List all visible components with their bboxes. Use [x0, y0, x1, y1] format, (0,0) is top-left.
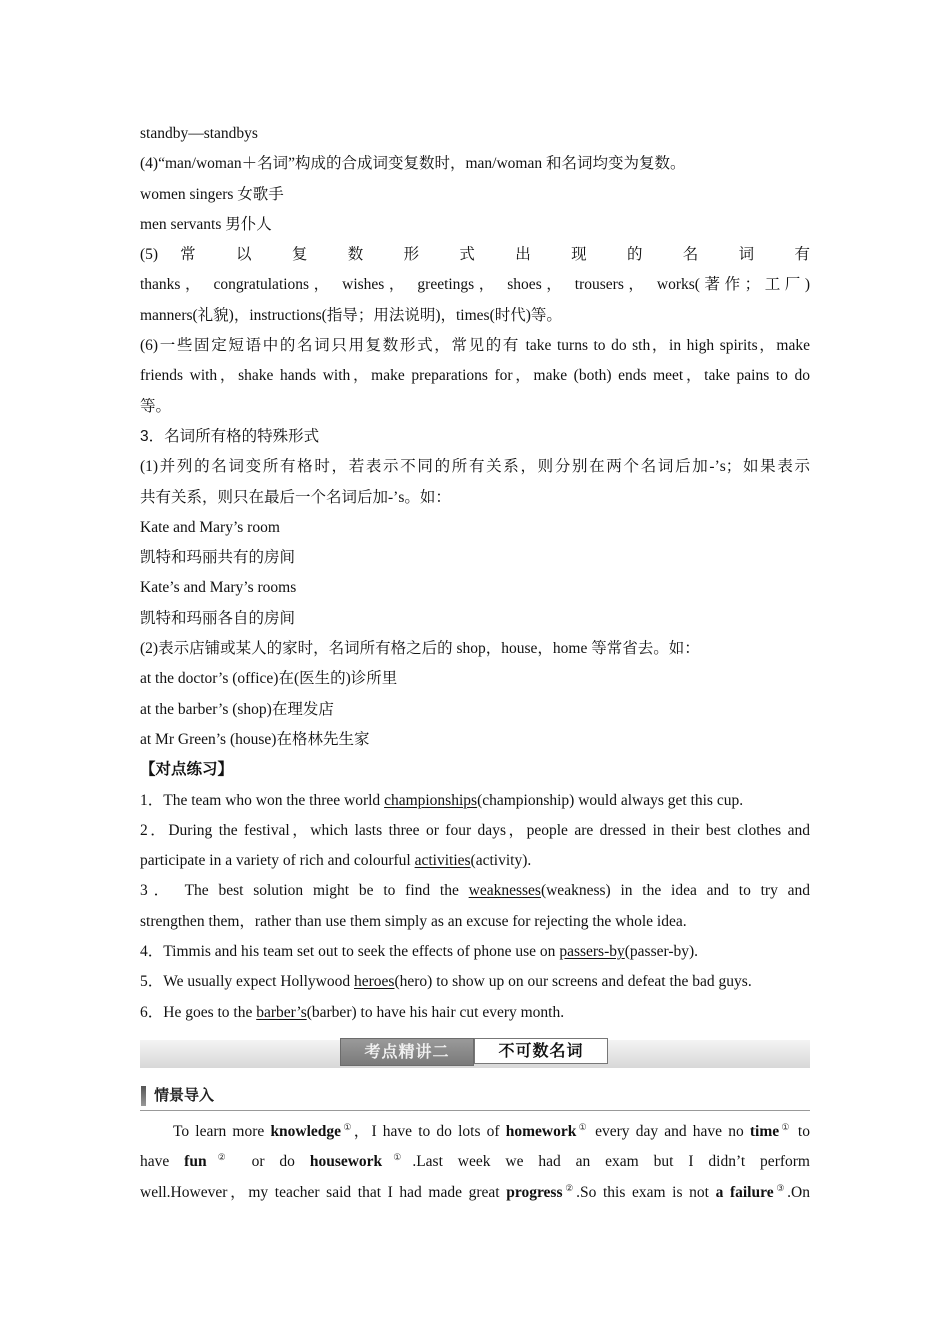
answer-text: heroes	[354, 973, 395, 991]
answer-text: activities	[414, 852, 471, 870]
example-line: Kate’s and Mary’s rooms	[140, 579, 297, 597]
answer-text: weaknesses	[468, 882, 541, 900]
exercise-line: 6．He goes to the barber’s(barber) to have his hair cut every month.	[140, 1003, 565, 1021]
text-line: (5) 常 以 复 数 形 式 出 现 的 名 词 有	[140, 246, 810, 264]
text-line: (6)一些固定短语中的名词只用复数形式，常见的有 take turns to do sth，in high spirits，make	[140, 337, 810, 355]
text-line: manners(礼貌)，instructions(指导；用法说明)，times(时代)等。	[140, 306, 562, 324]
exercise-line: 4．Timmis and his team set out to seek the effects of phone use on passers-by(passer-by).	[140, 943, 699, 961]
text-line: standby—standbys	[140, 125, 258, 142]
keyword: progress	[506, 1183, 563, 1201]
example-line: at the doctor’s (office)在(医生的)诊所里	[140, 670, 398, 688]
passage-line: To learn more knowledge①，I have to do lots of homework① every day and have no time① to	[173, 1121, 810, 1140]
answer-text: barber’s	[256, 1003, 307, 1021]
banner-label-left: 考点精讲二	[340, 1038, 474, 1066]
keyword: knowledge	[270, 1122, 342, 1140]
text-line: 共有关系，则只在最后一个名词后加-’s。如：	[140, 488, 451, 506]
text-line: (2)表示店铺或某人的家时，名词所有格之后的 shop，house，home 等常省去。如：	[140, 640, 700, 658]
example-translation: 凯特和玛丽各自的房间	[140, 609, 296, 627]
text-line: women singers 女歌手	[140, 185, 284, 203]
keyword: housework	[309, 1153, 383, 1171]
banner-label-right: 不可数名词	[474, 1038, 608, 1064]
exercise-line: strengthen them，rather than use them simply as an excuse for rejecting the whole idea.	[140, 912, 687, 930]
keyword: time	[749, 1122, 780, 1140]
text-line: thanks， congratulations， wishes， greetings， shoes， trousers， works(著作；工厂)	[140, 276, 810, 294]
answer-text: passers-by	[559, 943, 625, 961]
keyword: a failure	[715, 1183, 774, 1201]
example-line: Kate and Mary’s room	[140, 518, 280, 536]
example-translation: 凯特和玛丽共有的房间	[140, 549, 296, 567]
exercise-line: 3． The best solution might be to find the weaknesses(weakness) in the idea and to try and	[140, 882, 810, 900]
text-line: men servants 男仆人	[140, 215, 272, 233]
text-line: (1)并列的名词变所有格时，若表示不同的所有关系，则分别在两个名词后加-’s；如果表示	[140, 458, 810, 476]
section-marker-icon	[141, 1086, 146, 1106]
keyword: homework	[505, 1122, 577, 1140]
example-line: at Mr Green’s (house)在格林先生家	[140, 730, 370, 748]
page-content	[140, 119, 810, 1208]
exercise-line: 1．The team who won the three world championships(championship) would always get this cup.	[140, 791, 744, 809]
section-title: 情景导入	[154, 1085, 215, 1104]
practice-heading: 【对点练习】	[140, 761, 234, 779]
answer-text: championships	[384, 791, 478, 809]
example-line: at the barber’s (shop)在理发店	[140, 700, 334, 718]
exercise-line: 5．We usually expect Hollywood heroes(hero) to show up on our screens and defeat the bad guys.	[140, 973, 752, 991]
subsection-heading: 3．名词所有格的特殊形式	[140, 427, 320, 445]
exercise-line: participate in a variety of rich and colourful activities(activity).	[140, 852, 532, 870]
text-line: 等。	[140, 397, 172, 415]
topic-banner	[140, 1034, 810, 1074]
exercise-line: 2．During the festival，which lasts three or four days，people are dressed in their best clothes and	[140, 821, 810, 839]
passage-line: well.However，my teacher said that I had made great progress②.So this exam is not a failure③.On	[140, 1182, 810, 1201]
section-header	[140, 1080, 810, 1111]
text-line: (4)“man/woman＋名词”构成的合成词变复数时，man/woman 和名词均变为复数。	[140, 155, 686, 173]
passage-line: have fun② or do housework①.Last week we had an exam but I didn’t perform	[140, 1152, 810, 1171]
text-line: friends with，shake hands with，make preparations for，make (both) ends meet，take pains to do	[140, 367, 810, 385]
keyword: fun	[184, 1153, 207, 1171]
